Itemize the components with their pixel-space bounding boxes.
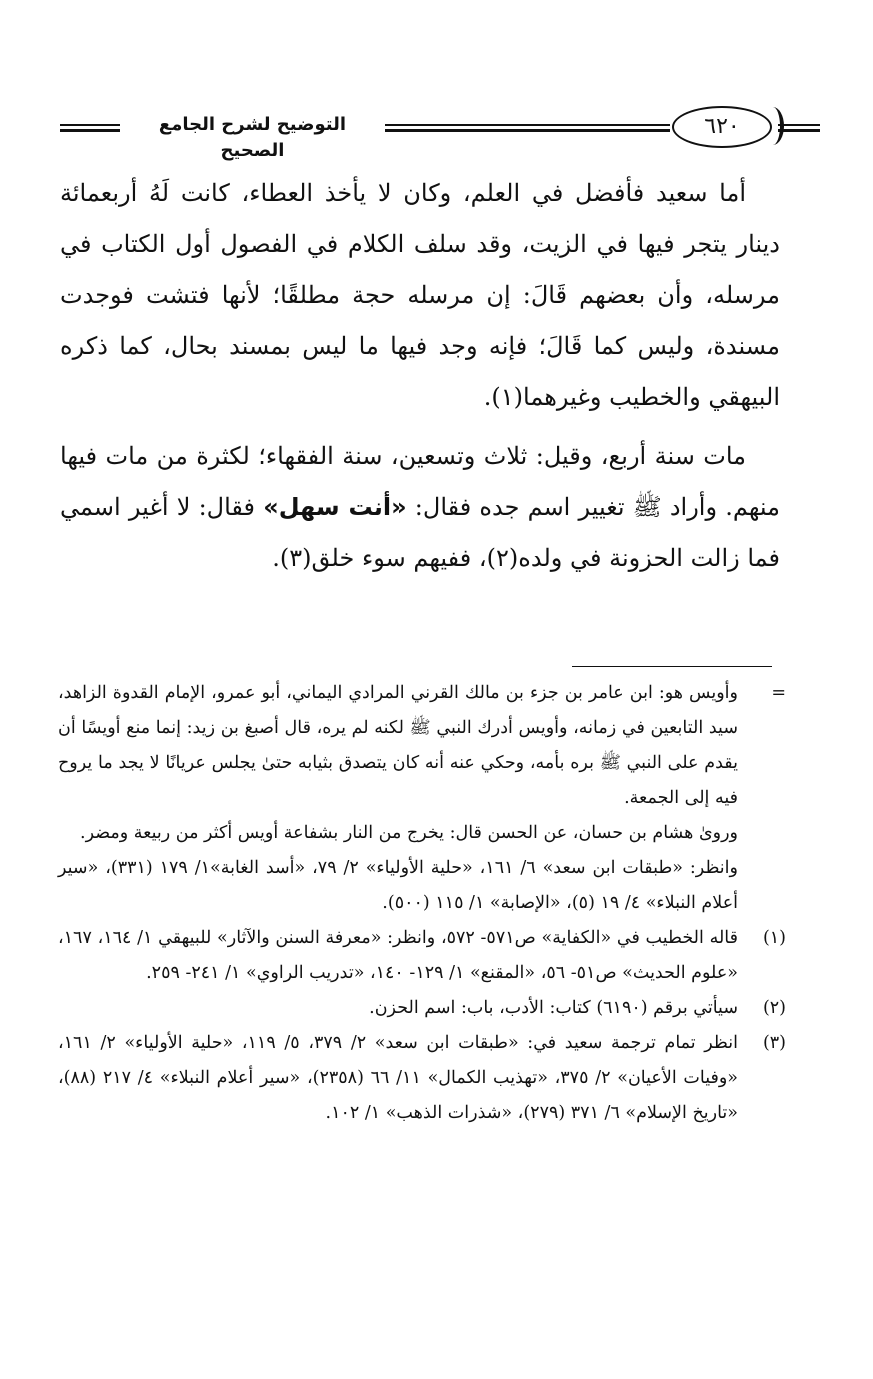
body-paragraph-1 <box>60 168 780 423</box>
footnote-continuation-paragraph: وانظر: «طبقات ابن سعد» ٦/ ١٦١، «حلية الأولياء» ٢/ ٧٩، «أسد الغابة»١/ ١٧٩ (٣٣١)، «سير أعلام النبلاء» ٤/ ١٩ (٥)، «الإصابة» ١/ ١١٥ (٥٠٠). <box>58 858 738 913</box>
paragraph-2-end: . <box>272 544 280 572</box>
footnote-ref-3: (٣) <box>279 544 312 572</box>
hadith-quote: «أنت سهل» <box>263 493 407 521</box>
header-rule-left <box>60 124 120 134</box>
footnote-2 <box>58 991 786 1026</box>
footnote-marker: (٣) <box>762 1033 786 1053</box>
footnote-text: سيأتي برقم (٦١٩٠) كتاب: الأدب، باب: اسم الحزن. <box>369 998 738 1018</box>
footnote-text: قاله الخطيب في «الكفاية» ص٥٧١- ٥٧٢، وانظر: «معرفة السنن والآثار» للبيهقي ١/ ١٦٤، ١٦٧، «علوم الحديث» ص٥١- ٥٦، «المقنع» ١/ ١٢٩- ١٤٠، «تدريب الراوي» ١/ ٢٤١- ٢٥٩. <box>58 928 738 983</box>
paragraph-1-end: . <box>483 383 492 411</box>
page-number: ٦٢٠ <box>672 106 772 148</box>
paragraph-1-text: أما سعيد فأفضل في العلم، وكان لا يأخذ العطاء، كانت لَهُ أربعمائة دينار يتجر فيها في الزيت، وقد سلف الكلام في الفصول أول الكتاب في مرسله، وأن بعضهم قَالَ: إن مرسله حجة مطلقًا؛ لأنها فتشت فوجدت مسندة، وليس كما قَالَ؛ فإنه وجد فيها ما ليس بمسند بحال، كما ذكره البيهقي والخطيب وغيرهما <box>60 179 780 411</box>
running-header <box>40 104 840 160</box>
main-text <box>60 168 780 584</box>
footnote-continuation-paragraph: وأويس هو: ابن عامر بن جزء بن مالك القرني المرادي اليماني، أبو عمرو، الإمام القدوة الزاهد، سيد التابعين في زمانه، وأويس أدرك النبي ﷺ لكنه لم يره، قال أصبغ بن زيد: إنما منع أويسًا أن يقدم على النبي ﷺ بره بأمه، وحكي عنه أنه كان يتصدق بثيابه حتىٰ يجلس عريانًا لا يجد ما يروح فيه إلى الجمعة. <box>58 683 738 808</box>
footnote-3 <box>58 1026 786 1131</box>
paragraph-2-text-a: مات سنة أربع، وقيل: ثلاث وتسعين، سنة الفقهاء؛ لكثرة من مات فيها منهم. وأراد ﷺ تغيير اسم جده فقال: <box>60 442 780 521</box>
footnote-ref-2: (٢) <box>486 544 519 572</box>
footnote-continuation-marker: = <box>771 683 786 703</box>
header-rule-middle <box>385 124 670 134</box>
footnote-ref-1: (١) <box>491 383 524 411</box>
paragraph-2-text-b: فقال: لا أغير اسمي فما زالت الحزونة في ولده <box>60 493 780 572</box>
body-paragraph-2 <box>60 431 780 584</box>
footnote-1 <box>58 921 786 991</box>
footnote-separator <box>572 666 772 667</box>
footnote-continuation-paragraph: ورویٰ هشام بن حسان، عن الحسن قال: يخرج من النار بشفاعة أويس أكثر من ربيعة ومضر. <box>80 823 738 843</box>
footnote-marker: (٢) <box>762 998 786 1018</box>
running-title: التوضيح لشرح الجامع الصحيح <box>158 114 347 161</box>
header-rule-right <box>778 124 820 134</box>
footnote-marker: (١) <box>762 928 786 948</box>
footnote-text: انظر تمام ترجمة سعيد في: «طبقات ابن سعد» ٢/ ٣٧٩، ٥/ ١١٩، «حلية الأولياء» ٢/ ١٦١، «وفيات الأعيان» ٢/ ٣٧٥، «تهذيب الكمال» ١١/ ٦٦ (٢٣٥٨)، «سير أعلام النبلاء» ٤/ ٢١٧ (٨٨)، «تاريخ الإسلام» ٦/ ٣٧١ (٢٧٩)، «شذرات الذهب» ١/ ١٠٢. <box>58 1033 739 1123</box>
footnotes <box>58 676 786 1131</box>
paragraph-2-text-c: ، ففيهم سوء خلق <box>311 544 487 572</box>
footnote-continuation <box>58 676 786 921</box>
